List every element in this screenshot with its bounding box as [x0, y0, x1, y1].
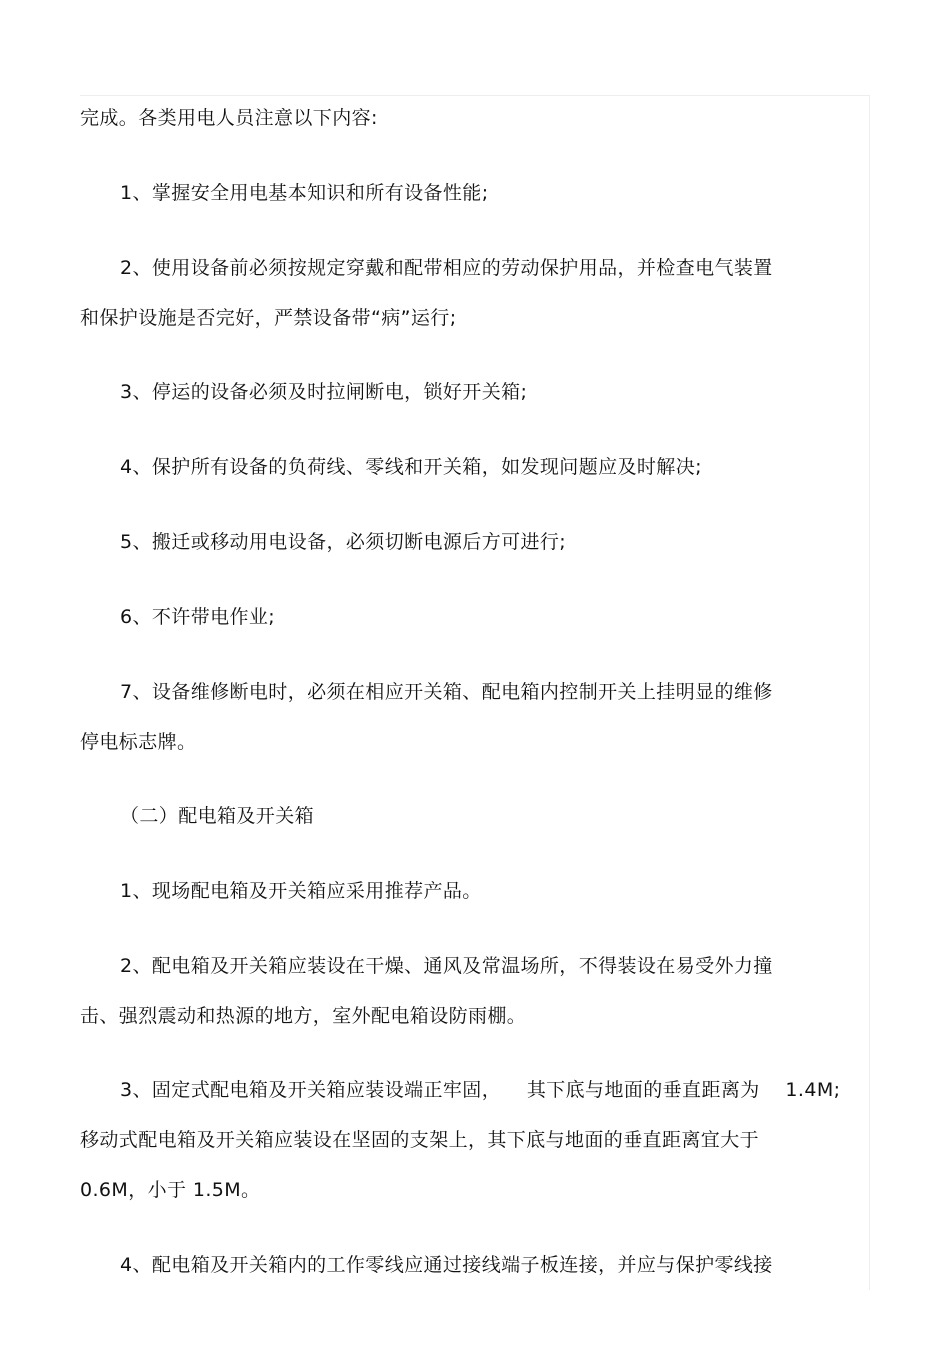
list-item: 4、配电箱及开关箱内的工作零线应通过接线端子板连接，并应与保护零线接	[120, 1254, 773, 1276]
paragraph-line: 停电标志牌。	[80, 731, 197, 753]
list-item: 1、现场配电箱及开关箱应采用推荐产品。	[120, 880, 482, 902]
list-item: 1、掌握安全用电基本知识和所有设备性能;	[120, 182, 489, 204]
list-item: 2、使用设备前必须按规定穿戴和配带相应的劳动保护用品，并检查电气装置	[120, 257, 773, 279]
list-item: 3、固定式配电箱及开关箱应装设端正牢固， 其下底与地面的垂直距离为 1.4M;	[120, 1079, 841, 1101]
section-heading: （二）配电箱及开关箱	[120, 805, 315, 827]
list-item: 7、设备维修断电时，必须在相应开关箱、配电箱内控制开关上挂明显的维修	[120, 681, 773, 703]
paragraph-line: 和保护设施是否完好，严禁设备带“病”运行;	[80, 307, 457, 329]
list-item: 6、不许带电作业;	[120, 606, 276, 628]
list-item: 5、搬迁或移动用电设备，必须切断电源后方可进行;	[120, 531, 567, 553]
page-border-top	[80, 95, 870, 96]
list-item: 2、配电箱及开关箱应装设在干燥、通风及常温场所，不得装设在易受外力撞	[120, 955, 773, 977]
list-item: 3、停运的设备必须及时拉闸断电，锁好开关箱;	[120, 381, 528, 403]
list-item: 4、保护所有设备的负荷线、零线和开关箱，如发现问题应及时解决;	[120, 456, 702, 478]
paragraph-line: 击、强烈震动和热源的地方，室外配电箱设防雨棚。	[80, 1005, 527, 1027]
page-border-right	[869, 95, 870, 1290]
paragraph-line: 完成。各类用电人员注意以下内容:	[80, 107, 378, 129]
paragraph-line: 0.6M，小于 1.5M。	[80, 1179, 261, 1201]
paragraph-line: 移动式配电箱及开关箱应装设在坚固的支架上，其下底与地面的垂直距离宜大于	[80, 1129, 760, 1151]
